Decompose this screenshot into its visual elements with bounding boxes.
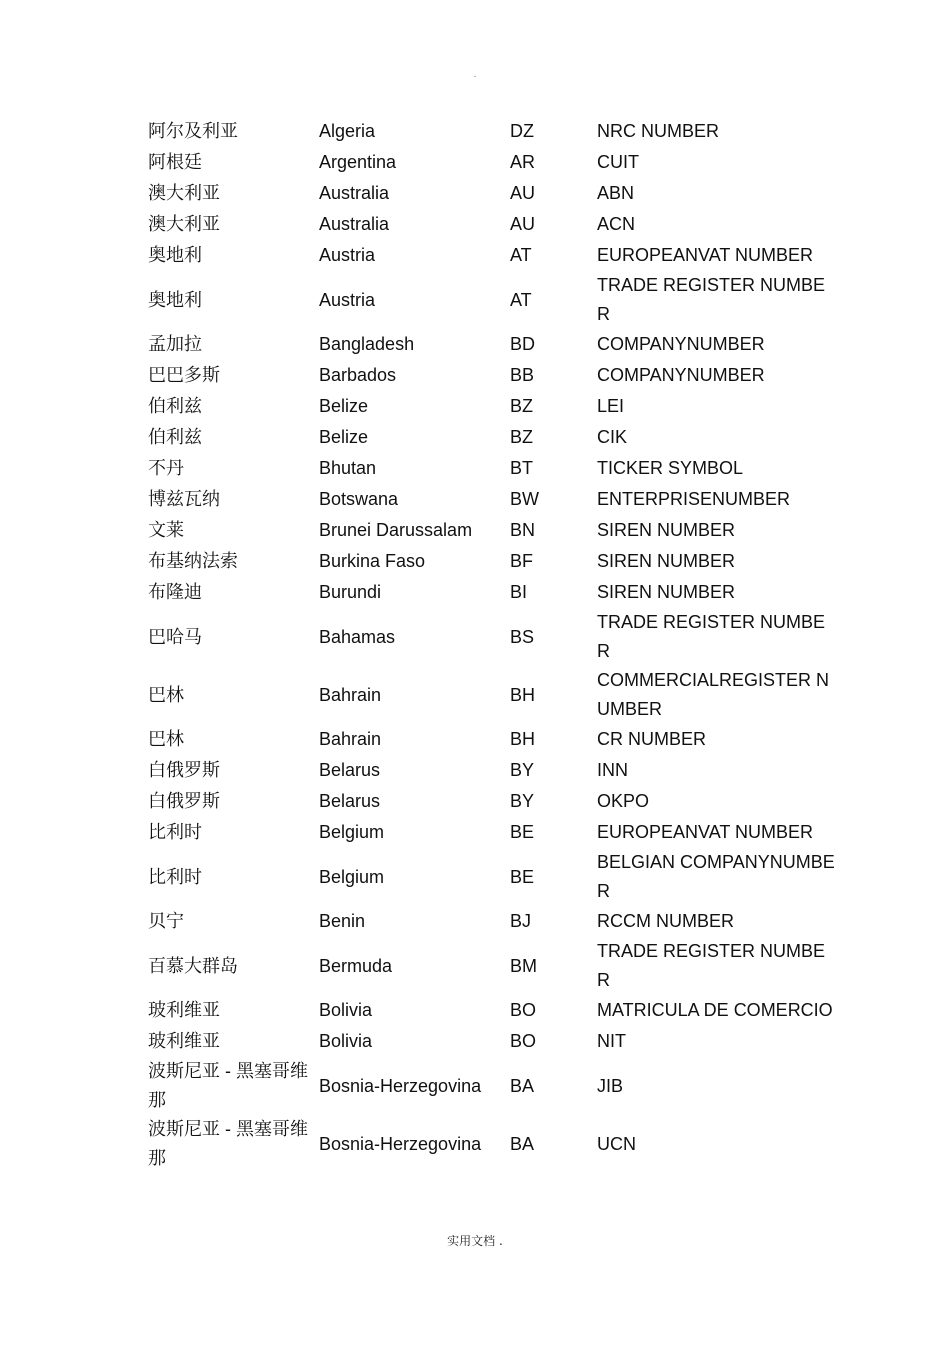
identifier-type-cell: CR NUMBER <box>597 729 707 749</box>
country-code-cell: BO <box>510 1000 537 1020</box>
page-footer: 实用文档 . <box>447 1234 503 1248</box>
table-row <box>148 724 838 755</box>
table-row <box>148 484 838 515</box>
identifier-type-cell: COMMERCIALREGISTER NUMBER <box>597 670 830 719</box>
country-code-cell: BA <box>510 1075 535 1096</box>
country-english-cell: Burundi <box>319 582 382 602</box>
country-english-cell: Algeria <box>319 121 376 141</box>
country-code-cell: AR <box>510 152 536 172</box>
identifier-type-cell: COMPANYNUMBER <box>597 365 765 385</box>
country-code-cell: BI <box>510 582 528 602</box>
country-code-cell: BE <box>510 866 535 887</box>
country-code-cell: BE <box>510 822 535 842</box>
country-english-cell: Bosnia-Herzegovina <box>319 1075 482 1096</box>
country-code-cell: BS <box>510 626 535 647</box>
country-chinese-cell: 阿根廷 <box>148 152 202 172</box>
country-code-cell: BD <box>510 334 536 354</box>
table-row <box>148 786 838 817</box>
table-row <box>148 817 838 848</box>
country-code-cell: BN <box>510 520 536 540</box>
country-english-cell: Bosnia-Herzegovina <box>319 1133 482 1154</box>
country-english-cell: Barbados <box>319 365 397 385</box>
country-code-cell: BZ <box>510 427 534 447</box>
table-row <box>148 422 838 453</box>
country-chinese-cell: 比利时 <box>148 822 202 842</box>
table-row <box>148 608 838 666</box>
country-code-cell: BJ <box>510 911 532 931</box>
table-row <box>148 515 838 546</box>
country-english-cell: Austria <box>319 245 376 265</box>
identifier-type-cell: NIT <box>597 1031 626 1051</box>
country-code-cell: AU <box>510 183 536 203</box>
table-row <box>148 1115 838 1173</box>
country-chinese-cell: 伯利兹 <box>148 427 202 447</box>
identifier-type-cell: NRC NUMBER <box>597 121 720 141</box>
country-english-cell: Bahamas <box>319 626 396 647</box>
table-row <box>148 147 838 178</box>
country-code-cell: BO <box>510 1031 537 1051</box>
identifier-type-cell: ACN <box>597 214 636 234</box>
table-row <box>148 391 838 422</box>
country-english-cell: Australia <box>319 214 390 234</box>
identifier-type-cell: EUROPEANVAT NUMBER <box>597 245 814 265</box>
country-chinese-cell: 比利时 <box>148 866 202 887</box>
identifier-type-cell: SIREN NUMBER <box>597 520 736 540</box>
country-chinese-cell: 白俄罗斯 <box>148 760 220 780</box>
page-header-mark: . <box>473 70 477 80</box>
country-chinese-cell: 波斯尼亚 - 黑塞哥维那 <box>148 1061 308 1110</box>
country-chinese-cell: 奥地利 <box>148 289 202 310</box>
country-english-cell: Bolivia <box>319 1031 373 1051</box>
table-row <box>148 178 838 209</box>
country-chinese-cell: 伯利兹 <box>148 396 202 416</box>
table-row <box>148 271 838 329</box>
country-code-cell: BB <box>510 365 535 385</box>
table-row <box>148 240 838 271</box>
country-english-cell: Bhutan <box>319 458 377 478</box>
country-chinese-cell: 布基纳法索 <box>148 551 238 571</box>
table-row <box>148 995 838 1026</box>
country-chinese-cell: 巴哈马 <box>148 626 202 647</box>
country-code-cell: BA <box>510 1133 535 1154</box>
country-english-cell: Bahrain <box>319 729 382 749</box>
country-chinese-cell: 白俄罗斯 <box>148 791 220 811</box>
country-chinese-cell: 不丹 <box>148 458 184 478</box>
country-chinese-cell: 玻利维亚 <box>148 1031 220 1051</box>
country-chinese-cell: 贝宁 <box>148 911 184 931</box>
identifier-type-cell: JIB <box>597 1075 624 1096</box>
country-code-cell: BM <box>510 955 537 976</box>
country-english-cell: Australia <box>319 183 390 203</box>
country-english-cell: Brunei Darussalam <box>319 520 473 540</box>
country-english-cell: Belize <box>319 427 369 447</box>
country-english-cell: Belgium <box>319 822 385 842</box>
identifier-type-cell: SIREN NUMBER <box>597 551 736 571</box>
country-code-cell: BH <box>510 729 536 749</box>
identifier-type-cell: EUROPEANVAT NUMBER <box>597 822 814 842</box>
country-code-cell: DZ <box>510 121 534 141</box>
table-row <box>148 577 838 608</box>
country-code-cell: BF <box>510 551 534 571</box>
country-english-cell: Bermuda <box>319 955 393 976</box>
table-row <box>148 906 838 937</box>
country-chinese-cell: 巴林 <box>148 684 184 705</box>
country-chinese-cell: 澳大利亚 <box>148 183 220 203</box>
table-row <box>148 329 838 360</box>
identifier-type-cell: TRADE REGISTER NUMBER <box>597 612 826 661</box>
identifier-type-cell: MATRICULA DE COMERCIO <box>597 1000 833 1020</box>
identifier-type-cell: OKPO <box>597 791 650 811</box>
country-code-cell: BW <box>510 489 539 509</box>
country-english-cell: Austria <box>319 289 376 310</box>
country-english-cell: Bolivia <box>319 1000 373 1020</box>
country-code-cell: AT <box>510 245 532 265</box>
table-row <box>148 546 838 577</box>
identifier-type-cell: BELGIAN COMPANYNUMBER <box>597 852 835 901</box>
identifier-type-cell: UCN <box>597 1133 636 1154</box>
identifier-type-cell: INN <box>597 760 628 780</box>
identifier-type-cell: RCCM NUMBER <box>597 911 734 931</box>
country-code-cell: AT <box>510 289 532 310</box>
country-chinese-cell: 澳大利亚 <box>148 214 220 234</box>
company-id-table <box>148 116 838 1173</box>
table-row <box>148 453 838 484</box>
table-row <box>148 360 838 391</box>
identifier-type-cell: TRADE REGISTER NUMBER <box>597 275 826 324</box>
identifier-type-cell: LEI <box>597 396 625 416</box>
country-code-cell: BZ <box>510 396 534 416</box>
identifier-type-cell: TICKER SYMBOL <box>597 458 744 478</box>
country-chinese-cell: 孟加拉 <box>148 334 202 354</box>
table-row <box>148 1026 838 1057</box>
country-chinese-cell: 玻利维亚 <box>148 1000 220 1020</box>
country-chinese-cell: 波斯尼亚 - 黑塞哥维那 <box>148 1119 308 1168</box>
country-english-cell: Belarus <box>319 760 381 780</box>
country-english-cell: Belize <box>319 396 369 416</box>
table-row <box>148 116 838 147</box>
table-row <box>148 666 838 724</box>
identifier-type-cell: CUIT <box>597 152 639 172</box>
country-code-cell: BT <box>510 458 534 478</box>
country-chinese-cell: 巴林 <box>148 729 184 749</box>
country-english-cell: Belgium <box>319 866 385 887</box>
identifier-type-cell: ENTERPRISENUMBER <box>597 489 791 509</box>
country-code-cell: BH <box>510 684 536 705</box>
country-english-cell: Bangladesh <box>319 334 415 354</box>
table-row <box>148 209 838 240</box>
identifier-type-cell: CIK <box>597 427 628 447</box>
country-chinese-cell: 文莱 <box>148 520 184 540</box>
country-chinese-cell: 博兹瓦纳 <box>148 489 220 509</box>
country-code-cell: BY <box>510 760 535 780</box>
country-english-cell: Bahrain <box>319 684 382 705</box>
country-english-cell: Benin <box>319 911 366 931</box>
country-english-cell: Argentina <box>319 152 397 172</box>
country-english-cell: Botswana <box>319 489 399 509</box>
table-row <box>148 848 838 906</box>
country-chinese-cell: 巴巴多斯 <box>148 365 220 385</box>
country-chinese-cell: 奥地利 <box>148 245 202 265</box>
country-code-cell: AU <box>510 214 536 234</box>
country-code-cell: BY <box>510 791 535 811</box>
identifier-type-cell: SIREN NUMBER <box>597 582 736 602</box>
identifier-type-cell: ABN <box>597 183 635 203</box>
table-row <box>148 937 838 995</box>
identifier-type-cell: COMPANYNUMBER <box>597 334 765 354</box>
country-chinese-cell: 布隆迪 <box>148 582 202 602</box>
identifier-type-cell: TRADE REGISTER NUMBER <box>597 941 826 990</box>
country-chinese-cell: 阿尔及利亚 <box>148 121 238 141</box>
country-english-cell: Burkina Faso <box>319 551 426 571</box>
country-english-cell: Belarus <box>319 791 381 811</box>
table-row <box>148 1057 838 1115</box>
table-row <box>148 755 838 786</box>
country-chinese-cell: 百慕大群岛 <box>148 955 238 976</box>
